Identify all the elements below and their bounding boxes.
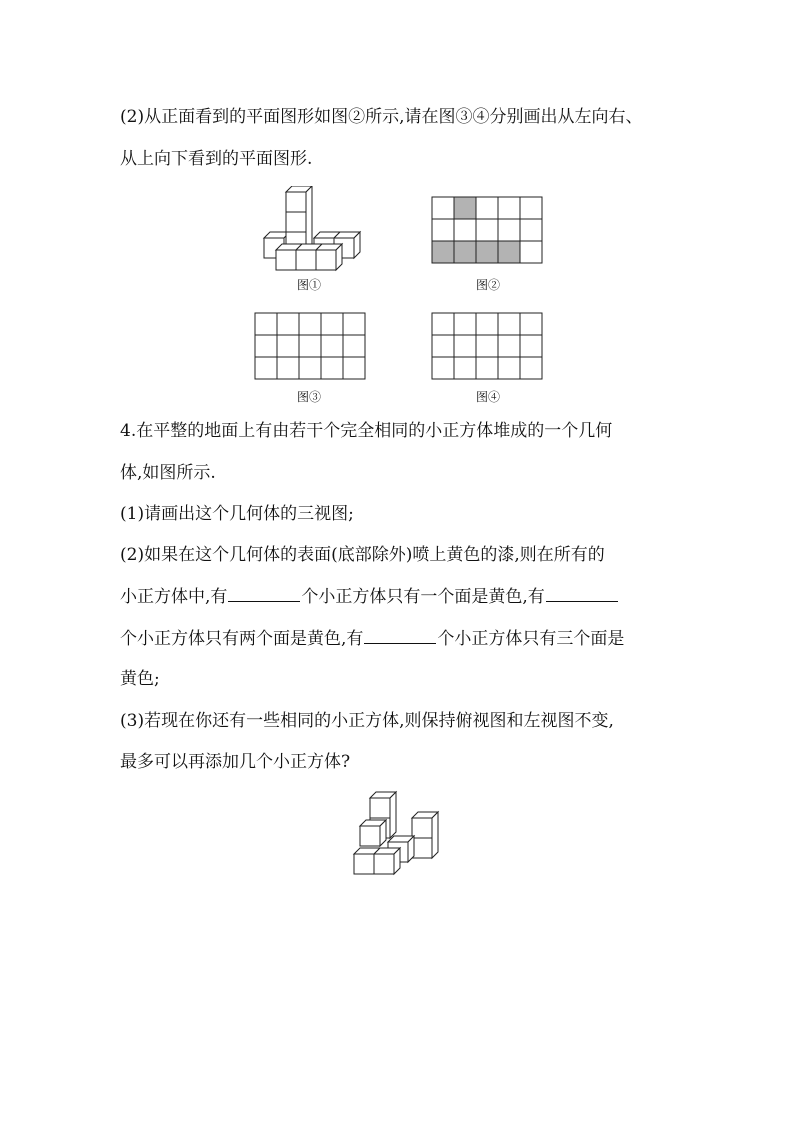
fig2-grid-cell bbox=[432, 241, 454, 263]
q4-line2: 体,如图所示. bbox=[120, 463, 216, 483]
figure-4-blank-grid bbox=[431, 312, 543, 381]
fig2-grid-cell bbox=[454, 197, 476, 219]
q4-figure-cube-stack bbox=[352, 790, 444, 880]
fig2-grid-cell bbox=[432, 197, 454, 219]
caption-fig3: 图③ bbox=[296, 390, 321, 404]
q4-line6-text-a: 个小正方体只有两个面是黄色,有 bbox=[120, 629, 364, 649]
figure-3-blank-grid bbox=[254, 312, 366, 381]
answer-blank-3[interactable] bbox=[364, 628, 436, 644]
fig3-grid-cell bbox=[277, 313, 299, 335]
fig2-grid-cell bbox=[476, 197, 498, 219]
fig4-grid-cell bbox=[476, 313, 498, 335]
q4-line5-text-b: 个小正方体只有一个面是黄色,有 bbox=[301, 587, 545, 607]
fig3-grid-cell bbox=[343, 313, 365, 335]
fig3-grid-cell bbox=[255, 357, 277, 379]
fig2-grid-cell bbox=[476, 219, 498, 241]
fig4-grid-cell bbox=[476, 357, 498, 379]
q4-line6-text-b: 个小正方体只有三个面是 bbox=[437, 629, 625, 649]
fig2-grid-cell bbox=[520, 219, 542, 241]
q4-line5-text-a: 小正方体中,有 bbox=[120, 587, 228, 607]
fig3-grid-cell bbox=[321, 335, 343, 357]
fig3-grid-cell bbox=[277, 335, 299, 357]
fig4-grid-cell bbox=[432, 357, 454, 379]
fig3-grid-cell bbox=[255, 335, 277, 357]
figure-1-cube-stack bbox=[258, 186, 364, 272]
q4-line8: (3)若现在你还有一些相同的小正方体,则保持俯视图和左视图不变, bbox=[120, 711, 614, 731]
q3-part2-line1: (2)从正面看到的平面图形如图②所示,请在图③④分别画出从左向右、 bbox=[120, 107, 643, 127]
fig2-grid-cell bbox=[520, 241, 542, 263]
fig3-grid-cell bbox=[277, 357, 299, 379]
q4-line9: 最多可以再添加几个小正方体? bbox=[120, 752, 351, 772]
fig4-grid-cell bbox=[520, 335, 542, 357]
fig2-grid-cell bbox=[520, 197, 542, 219]
fig4-grid-cell bbox=[454, 313, 476, 335]
q4-line1: 4.在平整的地面上有由若干个完全相同的小正方体堆成的一个几何 bbox=[120, 421, 613, 441]
fig4-grid-cell bbox=[476, 335, 498, 357]
fig3-grid-cell bbox=[299, 357, 321, 379]
fig2-grid-cell bbox=[498, 219, 520, 241]
fig2-grid-cell bbox=[454, 219, 476, 241]
fig2-grid-cell bbox=[432, 219, 454, 241]
figure-2-front-view-grid bbox=[431, 196, 543, 264]
fig4-grid-cell bbox=[432, 313, 454, 335]
fig3-grid-cell bbox=[299, 335, 321, 357]
q3-part2-line2: 从上向下看到的平面图形. bbox=[120, 149, 313, 169]
fig4-grid-cell bbox=[454, 357, 476, 379]
fig3-grid-cell bbox=[321, 357, 343, 379]
fig4-grid-cell bbox=[498, 335, 520, 357]
fig2-grid-cell bbox=[476, 241, 498, 263]
q4-line6 bbox=[120, 628, 624, 650]
caption-fig2: 图② bbox=[475, 278, 500, 292]
q4-line3: (1)请画出这个几何体的三视图; bbox=[120, 504, 354, 524]
fig3-grid-cell bbox=[321, 313, 343, 335]
fig4-grid-cell bbox=[520, 313, 542, 335]
fig4-grid-cell bbox=[454, 335, 476, 357]
fig4-grid-cell bbox=[432, 335, 454, 357]
caption-fig1: 图① bbox=[296, 278, 321, 292]
q4-line4: (2)如果在这个几何体的表面(底部除外)喷上黄色的漆,则在所有的 bbox=[120, 545, 605, 565]
answer-blank-2[interactable] bbox=[546, 586, 618, 602]
fig4-grid-cell bbox=[520, 357, 542, 379]
fig3-grid-cell bbox=[255, 313, 277, 335]
fig3-grid-cell bbox=[343, 335, 365, 357]
fig3-grid-cell bbox=[343, 357, 365, 379]
q4-line5 bbox=[120, 586, 619, 608]
q4-line7: 黄色; bbox=[120, 669, 160, 689]
fig2-grid-cell bbox=[498, 197, 520, 219]
fig2-grid-cell bbox=[498, 241, 520, 263]
fig3-grid-cell bbox=[299, 313, 321, 335]
fig4-grid-cell bbox=[498, 357, 520, 379]
fig2-grid-cell bbox=[454, 241, 476, 263]
fig4-grid-cell bbox=[498, 313, 520, 335]
answer-blank-1[interactable] bbox=[228, 586, 300, 602]
caption-fig4: 图④ bbox=[475, 390, 500, 404]
